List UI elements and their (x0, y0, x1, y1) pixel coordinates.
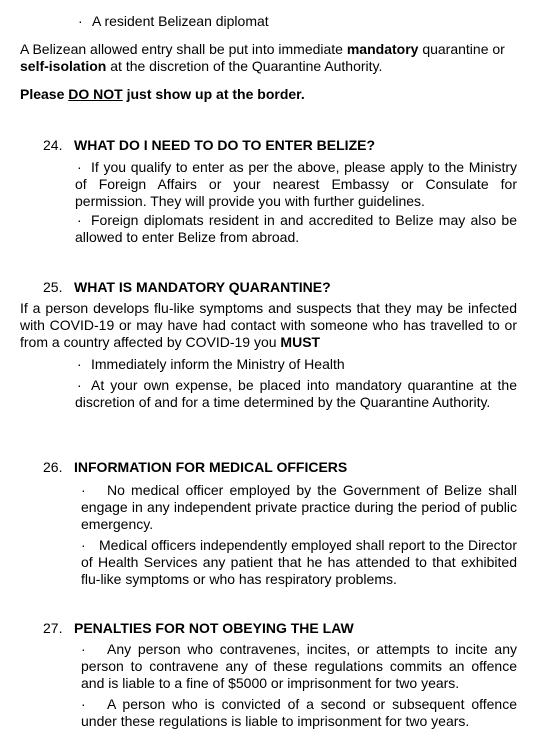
section-title: INFORMATION FOR MEDICAL OFFICERS (74, 459, 348, 475)
list-item-text: If you qualify to enter as per the above, please apply to the Ministry of Foreign Affairs or your nearest Embassy or Consulate for permission. They will provide you with further guidelines. (75, 159, 517, 209)
section-title: WHAT DO I NEED TO DO TO ENTER BELIZE? (74, 137, 376, 153)
warning-underlined: DO NOT (68, 86, 123, 102)
intro-text: A Belizean allowed entry shall be put into immediate (20, 41, 347, 57)
section-number: 26. (43, 459, 63, 475)
list-item (81, 696, 517, 730)
intro-bold-mandatory: mandatory (346, 41, 419, 57)
section-heading (43, 459, 347, 476)
paragraph-bold-must: MUST (280, 334, 321, 350)
warning-text: Please (20, 86, 69, 102)
list-item (81, 482, 517, 533)
section-heading (43, 137, 375, 154)
bullet-glyph: · (77, 212, 82, 228)
bullet-glyph: · (77, 356, 82, 372)
intro-paragraph (20, 41, 526, 75)
intro-text: at the discretion of the Quarantine Authority. (106, 58, 383, 74)
section-title: WHAT IS MANDATORY QUARANTINE? (74, 279, 331, 295)
list-item-text: Any person who contravenes, incites, or attempts to incite any person to contravene any of these regulations commits an offence and is liable to a fine of $5000 or imprisonment for two years. (81, 641, 517, 691)
list-item-text: Medical officers independently employed shall report to the Director of Health Services any patient that he has attended to that exhibited flu-like symptoms or who has respiratory problems. (81, 537, 517, 587)
list-item (75, 356, 345, 373)
bullet-glyph: · (77, 159, 82, 175)
bullet-glyph: · (78, 13, 83, 29)
section-heading (43, 620, 354, 637)
bullet-glyph: · (81, 696, 86, 712)
warning-text: just show up at the border. (122, 86, 305, 102)
bullet-glyph: · (81, 482, 86, 498)
list-item (78, 13, 269, 30)
section-paragraph (20, 300, 517, 351)
list-item (81, 537, 517, 588)
list-item-text: A person who is convicted of a second or subsequent offence under these regulations is liable to imprisonment for two years. (81, 696, 517, 729)
section-number: 24. (43, 137, 63, 153)
section-heading (43, 279, 331, 296)
list-item-text: A resident Belizean diplomat (92, 13, 269, 29)
list-item-text: Immediately inform the Ministry of Health (91, 356, 345, 372)
list-item (75, 159, 517, 210)
list-item (75, 212, 517, 246)
paragraph-text: If a person develops flu-like symptoms and suspects that they may be infected with COVID-19 or may have had contact with someone who has travelled to or from a country affected by COVID-19 you (20, 300, 517, 350)
intro-bold-self-isolation: self-isolation (20, 58, 107, 74)
bullet-glyph: · (81, 641, 86, 657)
list-item-text: No medical officer employed by the Government of Belize shall engage in any independent private practice during the period of public emergency. (81, 482, 517, 532)
list-item (75, 377, 517, 411)
section-title: PENALTIES FOR NOT OBEYING THE LAW (74, 620, 354, 636)
list-item-text: At your own expense, be placed into mandatory quarantine at the discretion of and for a time determined by the Quarantine Authority. (75, 377, 517, 410)
intro-text: quarantine or (418, 41, 505, 57)
list-item-text: Foreign diplomats resident in and accredited to Belize may also be allowed to enter Belize from abroad. (75, 212, 517, 245)
section-number: 25. (43, 279, 63, 295)
bullet-glyph: · (77, 377, 82, 393)
list-item (81, 641, 517, 692)
bullet-glyph: · (81, 537, 86, 553)
section-number: 27. (43, 620, 63, 636)
warning-line (20, 86, 305, 103)
